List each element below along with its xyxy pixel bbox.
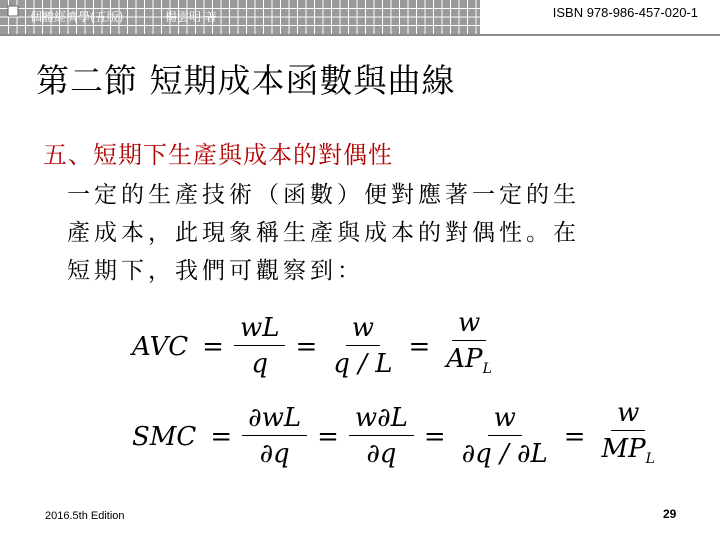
numerator: w bbox=[452, 308, 486, 341]
equals-sign: = bbox=[202, 331, 224, 362]
slide-title: 第二節 短期成本函數與曲線 bbox=[36, 61, 456, 100]
fraction bbox=[349, 403, 414, 470]
denominator bbox=[440, 341, 498, 385]
section-heading: 五、短期下生產與成本的對偶性 bbox=[43, 141, 393, 169]
equals-sign: = bbox=[423, 421, 446, 452]
numerator: w bbox=[611, 398, 645, 431]
equals-sign: = bbox=[408, 331, 431, 362]
numerator: wL bbox=[234, 313, 286, 346]
page-number: 29 bbox=[663, 507, 677, 521]
denominator: ∂q bbox=[259, 439, 290, 470]
numerator: w∂L bbox=[349, 403, 414, 436]
book-title: 個體經濟學(五版) bbox=[30, 10, 124, 24]
fraction bbox=[234, 313, 286, 380]
author-name: 楊雲明 著 bbox=[165, 10, 217, 24]
denominator: ∂q / ∂L bbox=[461, 439, 548, 470]
subscript: L bbox=[645, 451, 655, 468]
avc-lhs: AVC bbox=[132, 331, 189, 362]
footer-edition: 2016.5th Edition bbox=[45, 510, 125, 522]
header-bar bbox=[0, 0, 720, 34]
denominator: q / L bbox=[333, 349, 393, 380]
equals-sign: = bbox=[210, 421, 233, 452]
equals-sign: = bbox=[317, 421, 339, 452]
numerator: ∂wL bbox=[242, 403, 307, 436]
mp-symbol: MP bbox=[601, 434, 646, 464]
smc-lhs: SMC bbox=[132, 421, 197, 452]
body-line: 產成本，此現象稱生產與成本的對偶性。在 bbox=[67, 220, 580, 246]
fraction bbox=[440, 308, 498, 385]
fraction bbox=[456, 403, 554, 470]
body-line: 一定的生產技術（函數）便對應著一定的生 bbox=[67, 182, 580, 208]
numerator: w bbox=[488, 403, 522, 436]
header-divider bbox=[0, 34, 720, 36]
denominator bbox=[596, 431, 661, 475]
body-line: 短期下，我們可觀察到： bbox=[67, 258, 364, 284]
numerator: w bbox=[346, 313, 380, 346]
fraction bbox=[327, 313, 398, 380]
ap-symbol: AP bbox=[446, 344, 483, 374]
denominator: q bbox=[251, 349, 269, 380]
smc-equation bbox=[132, 398, 663, 475]
fraction bbox=[596, 398, 661, 475]
avc-equation bbox=[132, 308, 500, 385]
subscript: L bbox=[482, 361, 492, 378]
equals-sign: = bbox=[295, 331, 318, 362]
body-paragraph bbox=[67, 176, 687, 290]
isbn-label: ISBN 978-986-457-020-1 bbox=[552, 5, 698, 20]
equals-sign: = bbox=[563, 421, 586, 452]
denominator: ∂q bbox=[366, 439, 397, 470]
fraction bbox=[242, 403, 307, 470]
